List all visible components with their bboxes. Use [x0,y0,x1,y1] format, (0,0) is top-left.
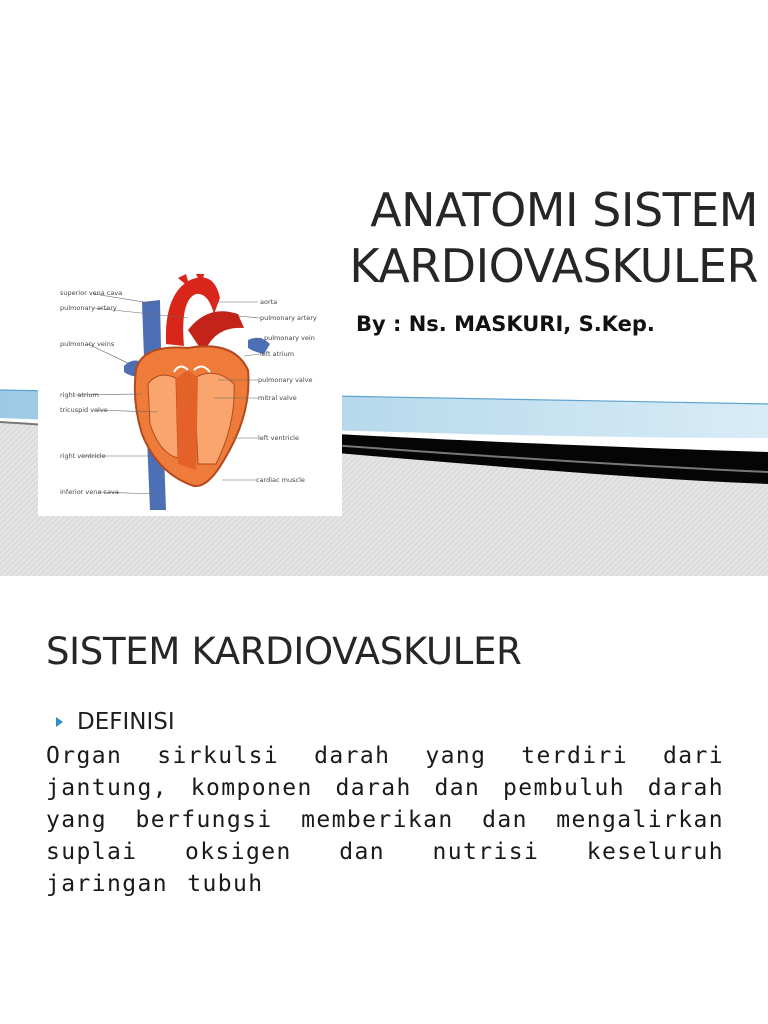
slide-title-line-2: KARDIOVASKULER [349,239,758,293]
slide-heading: SISTEM KARDIOVASKULER [46,630,522,673]
label-mitral-valve: mitral valve [258,394,297,402]
label-cardiac-muscle: cardiac muscle [256,476,305,484]
label-pulmonary-artery-right: pulmonary artery [260,314,317,322]
label-pulmonary-vein: pulmonary vein [264,334,315,342]
definition-slide [0,576,768,1024]
label-left-atrium: left atrium [260,350,295,358]
slide-title-line-1: ANATOMI SISTEM [370,183,758,237]
triangle-bullet-icon [56,717,63,727]
bullet-label: DEFINISI [77,709,175,735]
definition-paragraph: Organ sirkulsi darah yang terdiri dari jantung, komponen darah dan pembuluh darah yang berfungsi memberikan dan mengalirkan suplai oksigen dan nutrisi keseluruh jaringan tubuh [46,743,724,897]
label-pulmonary-artery-left: pulmonary artery [60,304,117,312]
bullet-item [56,709,175,735]
label-superior-vena-cava: superior vena cava [60,289,123,297]
label-tricuspid-valve: tricuspid valve [60,406,108,414]
label-right-ventricle: right ventricle [60,452,106,460]
label-right-atrium: right atrium [60,391,99,399]
label-aorta: aorta [260,298,278,306]
label-pulmonary-valve: pulmonary valve [258,376,313,384]
heart-anatomy-diagram [38,274,342,516]
label-inferior-vena-cava: inferior vena cava [60,488,119,496]
label-pulmonary-veins: pulmonary veins [60,340,115,348]
author-byline: By : Ns. MASKURI, S.Kep. [356,312,655,336]
label-left-ventricle: left ventricle [258,434,299,442]
